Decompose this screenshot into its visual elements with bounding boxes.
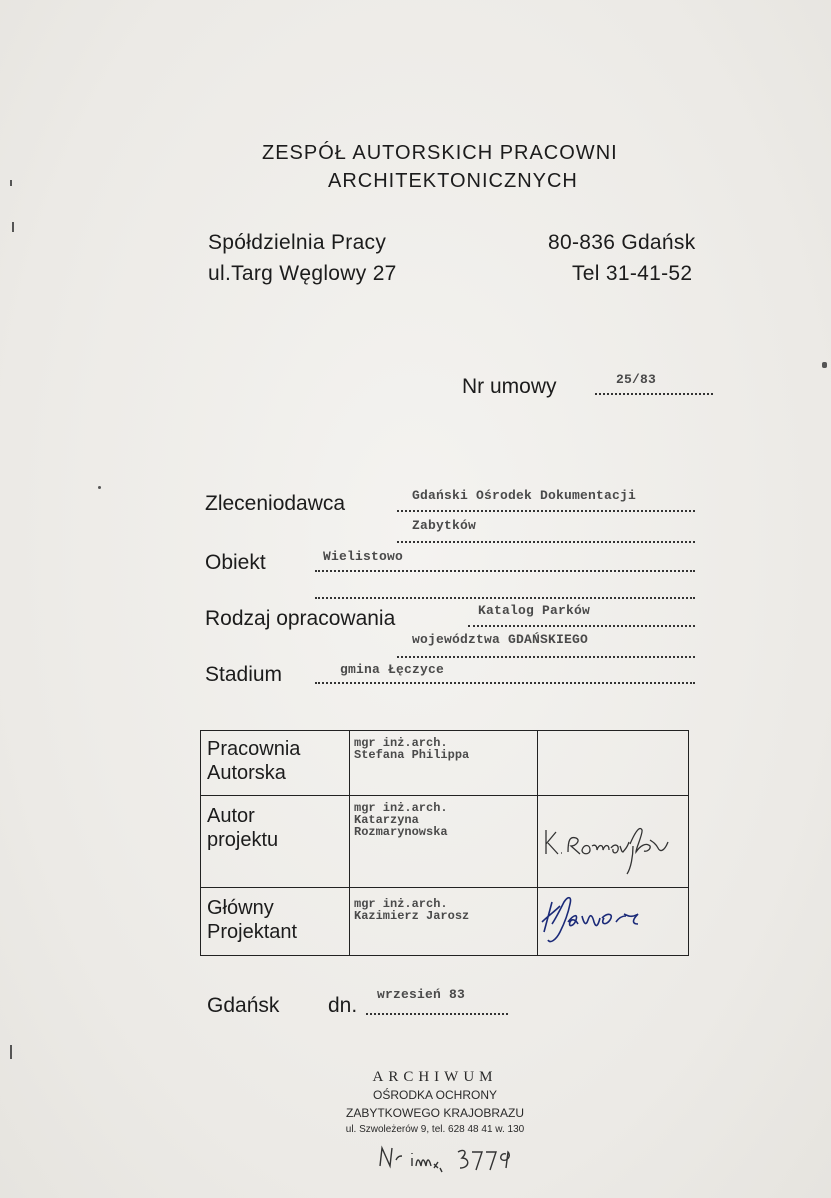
row-label-2a: Autor — [207, 805, 255, 827]
row-value-2b: Katarzyna — [354, 813, 419, 827]
row-value-3b: Kazimierz Jarosz — [354, 909, 470, 923]
table-cell-signature — [538, 731, 689, 796]
contract-label: Nr umowy — [462, 375, 557, 398]
row-value-1b: Stefana Philippa — [354, 748, 470, 762]
date-place: Gdańsk — [207, 994, 280, 1017]
stage-label: Stadium — [205, 663, 283, 686]
object-label: Obiekt — [205, 551, 266, 574]
object-dots-1 — [315, 570, 695, 572]
client-value-1: Gdański Ośrodek Dokumentacji — [412, 488, 637, 503]
inventory-handwriting — [376, 1142, 536, 1176]
signature-rozmarynowska — [538, 796, 688, 882]
object-dots-2 — [315, 597, 695, 599]
row-value-3a: mgr inż.arch. — [354, 897, 448, 911]
client-dots-1 — [397, 510, 695, 512]
scan-mark — [10, 1045, 12, 1059]
row-label-1a: Pracownia — [207, 738, 301, 760]
scan-mark — [98, 486, 101, 489]
address-left-2: ul.Targ Węglowy 27 — [208, 262, 397, 285]
client-label: Zleceniodawca — [205, 492, 346, 515]
table-row — [201, 731, 689, 796]
contract-value: 25/83 — [616, 372, 657, 387]
stage-value: gmina Łęczyce — [340, 662, 445, 677]
row-value-2c: Rozmarynowska — [354, 825, 448, 839]
archive-stamp — [320, 1068, 550, 1138]
table-cell-value — [350, 888, 538, 956]
table-cell-value — [350, 796, 538, 888]
scan-mark — [12, 222, 14, 232]
client-dots-2 — [397, 541, 695, 543]
scan-mark — [10, 180, 12, 186]
stamp-line-2: OŚRODKA OCHRONY — [372, 1088, 498, 1102]
object-value: Wielistowo — [323, 549, 404, 564]
table-cell-signature — [538, 796, 689, 888]
table-cell-signature — [538, 888, 689, 956]
row-label-3b: Projektant — [207, 921, 298, 943]
address-right-1: 80-836 Gdańsk — [548, 231, 696, 254]
type-dots-2 — [397, 656, 695, 658]
inventory-text: Nr inw. 3779 — [376, 1142, 382, 1143]
table-cell-value — [350, 731, 538, 796]
client-value-2: Zabytków — [412, 518, 477, 533]
date-dots — [366, 1013, 508, 1015]
row-value-1a: mgr inż.arch. — [354, 736, 448, 750]
row-label-2b: projektu — [207, 829, 279, 851]
row-value-2a: mgr inż.arch. — [354, 801, 448, 815]
table-row — [201, 888, 689, 956]
type-dots-1 — [468, 625, 695, 627]
table-cell-label — [201, 888, 350, 956]
row-label-3a: Główny — [207, 897, 274, 919]
stage-dots — [315, 682, 695, 684]
date-value: wrzesień 83 — [377, 987, 466, 1002]
team-table — [200, 730, 689, 956]
date-dn-label: dn. — [328, 994, 358, 1017]
header-line-2: ARCHITEKTONICZNYCH — [328, 170, 578, 192]
stamp-line-3: ZABYTKOWEGO KRAJOBRAZU — [345, 1106, 525, 1120]
type-label: Rodzaj opracowania — [205, 607, 396, 630]
type-value-2: województwa GDAŃSKIEGO — [412, 632, 589, 647]
type-value-1: Katalog Parków — [478, 603, 591, 618]
address-right-2: Tel 31-41-52 — [572, 262, 693, 285]
signature-jarosz — [538, 888, 688, 950]
table-cell-label — [201, 731, 350, 796]
scan-mark — [822, 362, 827, 368]
table-row — [201, 796, 689, 888]
stamp-title: ARCHIWUM — [372, 1069, 498, 1085]
stamp-line-4: ul. Szwoleżerów 9, tel. 628 48 41 w. 130 — [345, 1124, 525, 1135]
contract-dots — [595, 393, 713, 395]
address-left-1: Spółdzielnia Pracy — [208, 231, 387, 254]
table-cell-label — [201, 796, 350, 888]
row-label-1b: Autorska — [207, 762, 286, 784]
header-line-1: ZESPÓŁ AUTORSKICH PRACOWNI — [262, 142, 618, 164]
